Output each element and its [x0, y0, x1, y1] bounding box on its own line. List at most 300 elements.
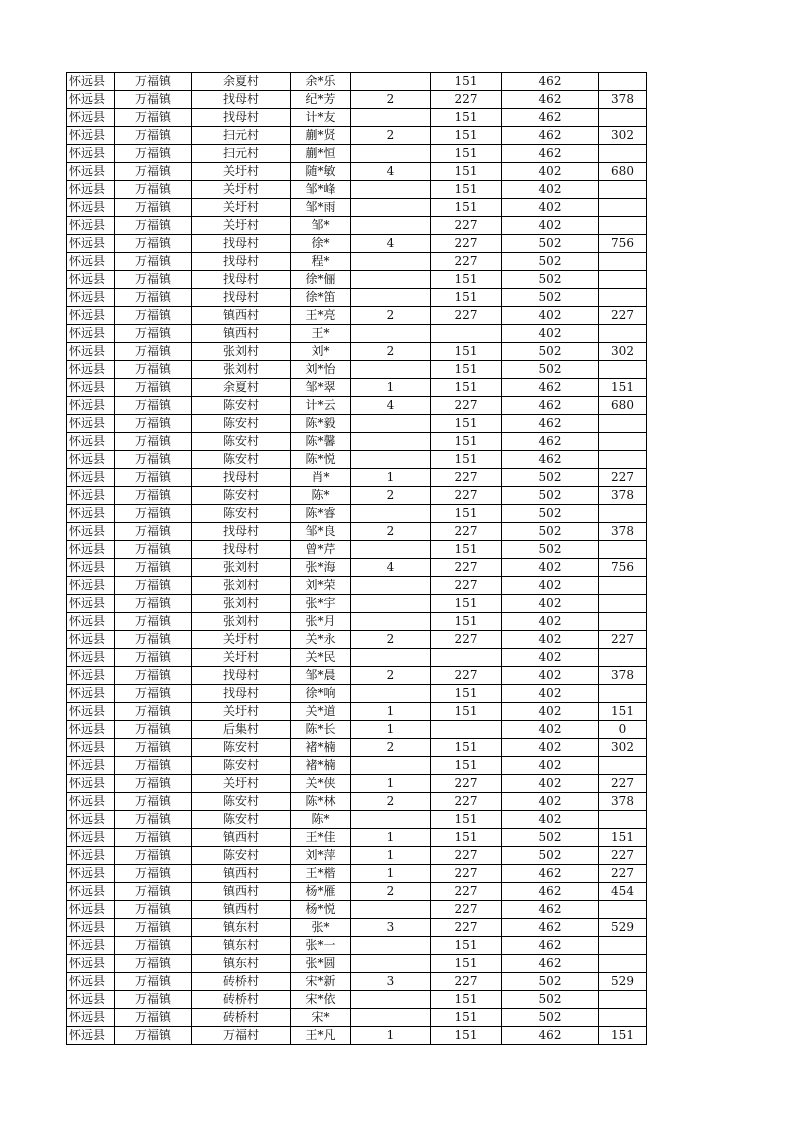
name-cell: 陈*毅 — [291, 415, 351, 433]
value-b-cell: 502 — [502, 847, 599, 865]
value-b-cell: 502 — [502, 973, 599, 991]
name-cell: 杨*悦 — [291, 901, 351, 919]
town-cell: 万福镇 — [115, 865, 192, 883]
village-cell: 陈安村 — [192, 451, 291, 469]
name-cell: 宋*新 — [291, 973, 351, 991]
village-cell: 找母村 — [192, 469, 291, 487]
county-cell: 怀远县 — [67, 199, 115, 217]
village-cell: 余夏村 — [192, 73, 291, 91]
village-cell: 陈安村 — [192, 433, 291, 451]
village-cell: 张刘村 — [192, 613, 291, 631]
county-cell: 怀远县 — [67, 775, 115, 793]
total-cell — [599, 937, 647, 955]
value-b-cell: 462 — [502, 397, 599, 415]
town-cell: 万福镇 — [115, 523, 192, 541]
village-cell: 镇东村 — [192, 937, 291, 955]
county-cell: 怀远县 — [67, 181, 115, 199]
county-cell: 怀远县 — [67, 73, 115, 91]
county-cell: 怀远县 — [67, 289, 115, 307]
town-cell: 万福镇 — [115, 199, 192, 217]
value-b-cell: 462 — [502, 433, 599, 451]
town-cell: 万福镇 — [115, 73, 192, 91]
town-cell: 万福镇 — [115, 289, 192, 307]
town-cell: 万福镇 — [115, 919, 192, 937]
village-cell: 陈安村 — [192, 811, 291, 829]
table-row — [67, 91, 647, 109]
value-a-cell — [431, 325, 502, 343]
county-cell: 怀远县 — [67, 127, 115, 145]
total-cell — [599, 955, 647, 973]
village-cell: 关圩村 — [192, 181, 291, 199]
count-cell — [351, 1009, 431, 1027]
value-a-cell: 151 — [431, 541, 502, 559]
village-cell: 镇东村 — [192, 919, 291, 937]
total-cell — [599, 505, 647, 523]
village-cell: 关圩村 — [192, 163, 291, 181]
village-cell: 关圩村 — [192, 775, 291, 793]
name-cell: 张*圆 — [291, 955, 351, 973]
village-cell: 镇西村 — [192, 883, 291, 901]
name-cell: 褚*楠 — [291, 739, 351, 757]
value-a-cell: 151 — [431, 595, 502, 613]
count-cell — [351, 199, 431, 217]
name-cell: 关*道 — [291, 703, 351, 721]
table-row — [67, 487, 647, 505]
county-cell: 怀远县 — [67, 145, 115, 163]
village-cell: 找母村 — [192, 667, 291, 685]
village-cell: 找母村 — [192, 523, 291, 541]
table-row — [67, 73, 647, 91]
value-b-cell: 462 — [502, 415, 599, 433]
town-cell: 万福镇 — [115, 649, 192, 667]
value-b-cell: 402 — [502, 811, 599, 829]
total-cell: 151 — [599, 703, 647, 721]
county-cell: 怀远县 — [67, 397, 115, 415]
table-row — [67, 613, 647, 631]
value-a-cell: 151 — [431, 145, 502, 163]
village-cell: 关圩村 — [192, 703, 291, 721]
value-a-cell: 151 — [431, 73, 502, 91]
total-cell: 378 — [599, 667, 647, 685]
table-row — [67, 181, 647, 199]
name-cell: 余*乐 — [291, 73, 351, 91]
village-cell: 关圩村 — [192, 649, 291, 667]
county-cell: 怀远县 — [67, 829, 115, 847]
value-a-cell: 227 — [431, 883, 502, 901]
value-b-cell: 402 — [502, 577, 599, 595]
value-a-cell: 151 — [431, 433, 502, 451]
table-row — [67, 595, 647, 613]
name-cell: 关*永 — [291, 631, 351, 649]
table-row — [67, 343, 647, 361]
name-cell: 张*月 — [291, 613, 351, 631]
total-cell — [599, 1009, 647, 1027]
table-row — [67, 433, 647, 451]
table-row — [67, 451, 647, 469]
name-cell: 蒯*恒 — [291, 145, 351, 163]
town-cell: 万福镇 — [115, 721, 192, 739]
value-b-cell: 502 — [502, 253, 599, 271]
value-a-cell: 227 — [431, 667, 502, 685]
total-cell — [599, 145, 647, 163]
village-cell: 砖桥村 — [192, 973, 291, 991]
value-a-cell: 227 — [431, 523, 502, 541]
county-cell: 怀远县 — [67, 631, 115, 649]
county-cell: 怀远县 — [67, 271, 115, 289]
total-cell — [599, 991, 647, 1009]
count-cell — [351, 937, 431, 955]
village-cell: 陈安村 — [192, 415, 291, 433]
table-row — [67, 937, 647, 955]
town-cell: 万福镇 — [115, 559, 192, 577]
town-cell: 万福镇 — [115, 91, 192, 109]
name-cell: 陈*睿 — [291, 505, 351, 523]
value-b-cell: 462 — [502, 901, 599, 919]
county-cell: 怀远县 — [67, 451, 115, 469]
value-a-cell: 227 — [431, 217, 502, 235]
total-cell — [599, 289, 647, 307]
value-b-cell: 402 — [502, 325, 599, 343]
value-b-cell: 502 — [502, 505, 599, 523]
county-cell: 怀远县 — [67, 415, 115, 433]
count-cell: 2 — [351, 883, 431, 901]
table-row — [67, 109, 647, 127]
table-row — [67, 199, 647, 217]
village-cell: 镇西村 — [192, 307, 291, 325]
county-cell: 怀远县 — [67, 577, 115, 595]
table-row — [67, 559, 647, 577]
total-cell: 756 — [599, 559, 647, 577]
total-cell — [599, 73, 647, 91]
value-a-cell: 227 — [431, 397, 502, 415]
table-row — [67, 883, 647, 901]
town-cell: 万福镇 — [115, 1027, 192, 1045]
village-cell: 关圩村 — [192, 199, 291, 217]
table-row — [67, 1027, 647, 1045]
county-cell: 怀远县 — [67, 973, 115, 991]
count-cell: 1 — [351, 775, 431, 793]
value-b-cell: 502 — [502, 361, 599, 379]
value-a-cell: 227 — [431, 577, 502, 595]
town-cell: 万福镇 — [115, 901, 192, 919]
table-row — [67, 505, 647, 523]
county-cell: 怀远县 — [67, 469, 115, 487]
total-cell: 680 — [599, 397, 647, 415]
value-a-cell: 227 — [431, 235, 502, 253]
county-cell: 怀远县 — [67, 955, 115, 973]
value-b-cell: 502 — [502, 829, 599, 847]
value-a-cell: 227 — [431, 901, 502, 919]
name-cell: 关*侠 — [291, 775, 351, 793]
county-cell: 怀远县 — [67, 703, 115, 721]
value-a-cell: 151 — [431, 343, 502, 361]
value-a-cell: 151 — [431, 757, 502, 775]
county-cell: 怀远县 — [67, 91, 115, 109]
count-cell: 1 — [351, 469, 431, 487]
value-a-cell: 151 — [431, 361, 502, 379]
village-cell: 扫元村 — [192, 127, 291, 145]
value-b-cell: 402 — [502, 739, 599, 757]
county-cell: 怀远县 — [67, 253, 115, 271]
county-cell: 怀远县 — [67, 505, 115, 523]
count-cell: 2 — [351, 307, 431, 325]
county-cell: 怀远县 — [67, 1027, 115, 1045]
town-cell: 万福镇 — [115, 883, 192, 901]
value-a-cell: 151 — [431, 505, 502, 523]
value-b-cell: 402 — [502, 307, 599, 325]
county-cell: 怀远县 — [67, 307, 115, 325]
total-cell: 0 — [599, 721, 647, 739]
value-a-cell: 151 — [431, 199, 502, 217]
value-a-cell — [431, 721, 502, 739]
table-row — [67, 667, 647, 685]
value-b-cell: 462 — [502, 379, 599, 397]
count-cell — [351, 595, 431, 613]
village-cell: 找母村 — [192, 289, 291, 307]
town-cell: 万福镇 — [115, 847, 192, 865]
value-b-cell: 402 — [502, 181, 599, 199]
value-a-cell: 227 — [431, 559, 502, 577]
village-cell: 张刘村 — [192, 577, 291, 595]
count-cell — [351, 109, 431, 127]
total-cell: 302 — [599, 343, 647, 361]
name-cell: 邹*翠 — [291, 379, 351, 397]
village-cell: 找母村 — [192, 109, 291, 127]
value-b-cell: 502 — [502, 271, 599, 289]
village-cell: 找母村 — [192, 235, 291, 253]
total-cell: 529 — [599, 919, 647, 937]
count-cell: 1 — [351, 703, 431, 721]
county-cell: 怀远县 — [67, 847, 115, 865]
table-row — [67, 307, 647, 325]
count-cell: 2 — [351, 739, 431, 757]
value-b-cell: 462 — [502, 73, 599, 91]
total-cell — [599, 613, 647, 631]
count-cell — [351, 361, 431, 379]
town-cell: 万福镇 — [115, 127, 192, 145]
town-cell: 万福镇 — [115, 631, 192, 649]
value-a-cell: 227 — [431, 973, 502, 991]
town-cell: 万福镇 — [115, 991, 192, 1009]
town-cell: 万福镇 — [115, 775, 192, 793]
name-cell: 刘*怡 — [291, 361, 351, 379]
total-cell: 529 — [599, 973, 647, 991]
count-cell: 1 — [351, 1027, 431, 1045]
total-cell — [599, 685, 647, 703]
table-row — [67, 955, 647, 973]
name-cell: 邹*峰 — [291, 181, 351, 199]
value-a-cell: 151 — [431, 379, 502, 397]
total-cell: 756 — [599, 235, 647, 253]
count-cell: 2 — [351, 523, 431, 541]
table-row — [67, 523, 647, 541]
county-cell: 怀远县 — [67, 865, 115, 883]
count-cell — [351, 811, 431, 829]
county-cell: 怀远县 — [67, 487, 115, 505]
village-cell: 张刘村 — [192, 559, 291, 577]
name-cell: 王*佳 — [291, 829, 351, 847]
name-cell: 张*一 — [291, 937, 351, 955]
value-a-cell: 151 — [431, 937, 502, 955]
table-row — [67, 163, 647, 181]
town-cell: 万福镇 — [115, 379, 192, 397]
value-b-cell: 502 — [502, 469, 599, 487]
name-cell: 蒯*贤 — [291, 127, 351, 145]
town-cell: 万福镇 — [115, 793, 192, 811]
town-cell: 万福镇 — [115, 361, 192, 379]
value-b-cell: 462 — [502, 865, 599, 883]
table-row — [67, 721, 647, 739]
value-b-cell: 402 — [502, 721, 599, 739]
value-a-cell: 227 — [431, 865, 502, 883]
value-b-cell: 402 — [502, 703, 599, 721]
name-cell: 曾*芹 — [291, 541, 351, 559]
village-cell: 陈安村 — [192, 397, 291, 415]
town-cell: 万福镇 — [115, 469, 192, 487]
name-cell: 关*民 — [291, 649, 351, 667]
value-a-cell: 151 — [431, 739, 502, 757]
name-cell: 王*凡 — [291, 1027, 351, 1045]
county-cell: 怀远县 — [67, 109, 115, 127]
town-cell: 万福镇 — [115, 685, 192, 703]
name-cell: 张* — [291, 919, 351, 937]
table-row — [67, 847, 647, 865]
table-row — [67, 649, 647, 667]
count-cell — [351, 613, 431, 631]
county-cell: 怀远县 — [67, 541, 115, 559]
data-table — [66, 72, 647, 1045]
total-cell: 454 — [599, 883, 647, 901]
count-cell: 1 — [351, 865, 431, 883]
county-cell: 怀远县 — [67, 559, 115, 577]
town-cell: 万福镇 — [115, 937, 192, 955]
town-cell: 万福镇 — [115, 451, 192, 469]
count-cell — [351, 685, 431, 703]
total-cell — [599, 649, 647, 667]
total-cell: 227 — [599, 775, 647, 793]
count-cell — [351, 433, 431, 451]
table-row — [67, 757, 647, 775]
value-a-cell: 151 — [431, 181, 502, 199]
village-cell: 张刘村 — [192, 595, 291, 613]
count-cell: 2 — [351, 487, 431, 505]
name-cell: 张*宇 — [291, 595, 351, 613]
town-cell: 万福镇 — [115, 811, 192, 829]
total-cell: 378 — [599, 523, 647, 541]
town-cell: 万福镇 — [115, 757, 192, 775]
total-cell: 227 — [599, 307, 647, 325]
value-b-cell: 462 — [502, 937, 599, 955]
total-cell — [599, 433, 647, 451]
town-cell: 万福镇 — [115, 397, 192, 415]
county-cell: 怀远县 — [67, 811, 115, 829]
county-cell: 怀远县 — [67, 163, 115, 181]
value-a-cell: 227 — [431, 469, 502, 487]
county-cell: 怀远县 — [67, 613, 115, 631]
village-cell: 镇西村 — [192, 325, 291, 343]
name-cell: 邹*晨 — [291, 667, 351, 685]
table-row — [67, 217, 647, 235]
table-row — [67, 289, 647, 307]
county-cell: 怀远县 — [67, 991, 115, 1009]
value-b-cell: 402 — [502, 559, 599, 577]
county-cell: 怀远县 — [67, 919, 115, 937]
total-cell — [599, 325, 647, 343]
county-cell: 怀远县 — [67, 361, 115, 379]
county-cell: 怀远县 — [67, 667, 115, 685]
table-row — [67, 739, 647, 757]
village-cell: 镇西村 — [192, 865, 291, 883]
village-cell: 镇西村 — [192, 829, 291, 847]
table-row — [67, 901, 647, 919]
table-row — [67, 631, 647, 649]
county-cell: 怀远县 — [67, 217, 115, 235]
count-cell — [351, 145, 431, 163]
value-b-cell: 462 — [502, 145, 599, 163]
count-cell: 2 — [351, 127, 431, 145]
table-row — [67, 145, 647, 163]
total-cell — [599, 595, 647, 613]
count-cell: 3 — [351, 973, 431, 991]
village-cell: 万福村 — [192, 1027, 291, 1045]
value-b-cell: 502 — [502, 523, 599, 541]
village-cell: 找母村 — [192, 541, 291, 559]
town-cell: 万福镇 — [115, 181, 192, 199]
value-a-cell: 151 — [431, 163, 502, 181]
town-cell: 万福镇 — [115, 613, 192, 631]
town-cell: 万福镇 — [115, 973, 192, 991]
count-cell: 2 — [351, 793, 431, 811]
total-cell: 378 — [599, 91, 647, 109]
town-cell: 万福镇 — [115, 577, 192, 595]
total-cell — [599, 271, 647, 289]
table-row — [67, 415, 647, 433]
value-b-cell: 402 — [502, 649, 599, 667]
name-cell: 陈*林 — [291, 793, 351, 811]
value-b-cell: 402 — [502, 613, 599, 631]
name-cell: 随*敏 — [291, 163, 351, 181]
count-cell — [351, 901, 431, 919]
name-cell: 陈*馨 — [291, 433, 351, 451]
total-cell: 151 — [599, 379, 647, 397]
value-b-cell: 502 — [502, 487, 599, 505]
total-cell: 227 — [599, 865, 647, 883]
table-row — [67, 577, 647, 595]
value-a-cell: 151 — [431, 1009, 502, 1027]
table-row — [67, 325, 647, 343]
total-cell — [599, 901, 647, 919]
value-a-cell — [431, 649, 502, 667]
village-cell: 陈安村 — [192, 739, 291, 757]
value-a-cell: 151 — [431, 451, 502, 469]
village-cell: 砖桥村 — [192, 991, 291, 1009]
total-cell: 151 — [599, 829, 647, 847]
name-cell: 张*海 — [291, 559, 351, 577]
name-cell: 计*云 — [291, 397, 351, 415]
table-row — [67, 397, 647, 415]
name-cell: 褚*楠 — [291, 757, 351, 775]
table-row — [67, 379, 647, 397]
count-cell — [351, 451, 431, 469]
value-a-cell: 227 — [431, 487, 502, 505]
value-b-cell: 462 — [502, 1027, 599, 1045]
count-cell — [351, 253, 431, 271]
village-cell: 关圩村 — [192, 217, 291, 235]
count-cell: 4 — [351, 163, 431, 181]
table-row — [67, 271, 647, 289]
village-cell: 余夏村 — [192, 379, 291, 397]
table-row — [67, 685, 647, 703]
